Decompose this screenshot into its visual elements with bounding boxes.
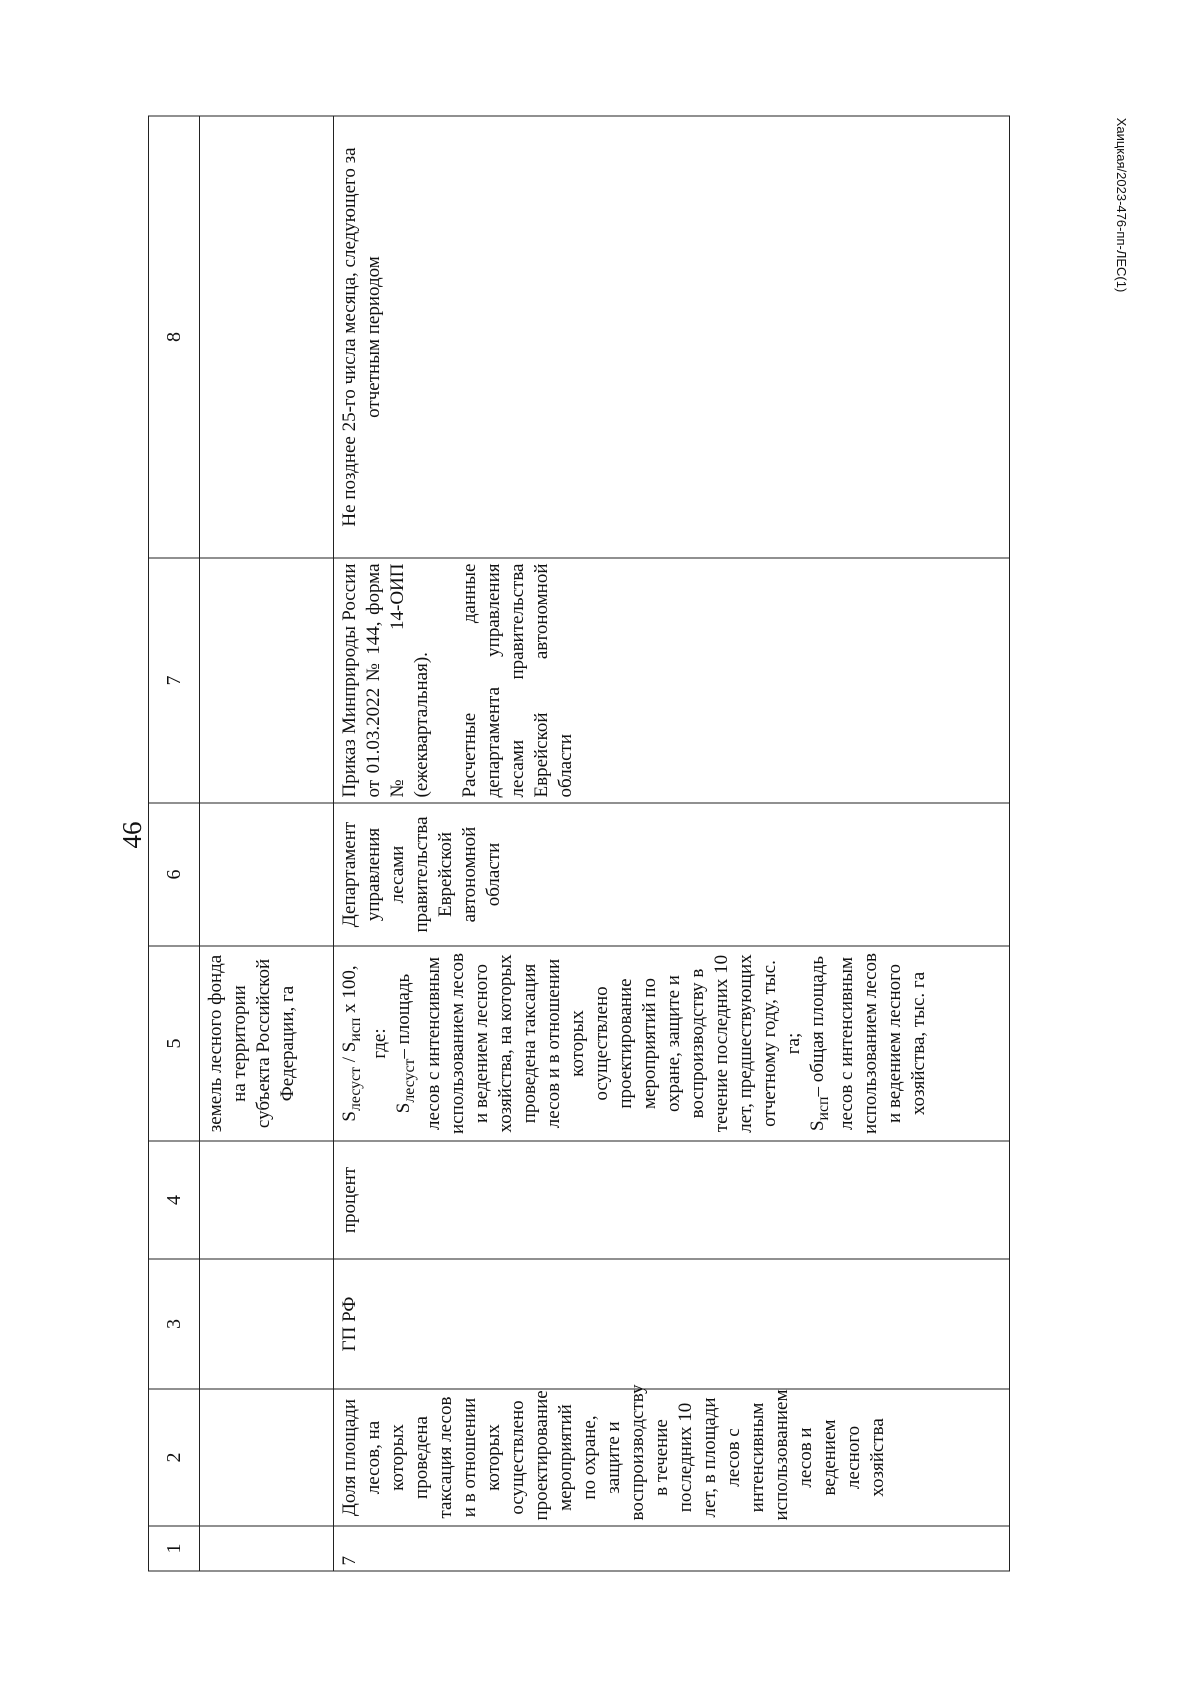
cont-cell-5-formula-tail: земель лесного фонда на территории субъекта Российской Федерации, га	[200, 946, 334, 1141]
header-cell-8: 8	[149, 116, 200, 558]
page-number: 46	[117, 821, 147, 849]
continuation-row	[200, 116, 334, 1571]
responsible-body: Департамент управления лесами правительства Еврейской автономной области	[334, 803, 1010, 946]
header-cell-2: 2	[149, 1389, 200, 1526]
header-cell-3: 3	[149, 1259, 200, 1389]
measurement-unit: процент	[334, 1141, 1010, 1259]
header-cell-5: 5	[149, 946, 200, 1141]
header-cell-7: 7	[149, 558, 200, 803]
cont-cell-1	[200, 1526, 334, 1571]
paragraph-gap	[434, 563, 458, 797]
data-source-order: Приказ Минприроды России от 01.03.2022 № 144, форма № 14-ОИП (ежеквартальная).	[339, 563, 432, 797]
cont-cell-7	[200, 558, 334, 803]
indicators-table	[148, 115, 1010, 1571]
indicator-row	[334, 116, 1010, 1571]
table-container	[148, 116, 1010, 1571]
definition-s-lesust: $S_{лесуст}-$ площадь лесов с интенсивным использованием лесов и ведением лесного хозяйства, на которых проведена таксация лесов и в отношении которых осуществлено проектирование мероприятий по охране, защите и воспроизводству в течение последних 10 лет, предшествующих отчетному году, тыс. га;	[392, 952, 804, 1134]
indicator-name: Доля площади лесов, на которых проведена таксация лесов и в отношении которых осуществлено проектирование мероприятий по охране, защите и воспроизводству в течение последних 10 лет, в площади лесов с интенсивным использованием лесов и ведением лесного хозяйства	[334, 1389, 1010, 1526]
definition-s-isp: $S_{исп}-$ общая площадь лесов с интенсивным использованием лесов и ведением лесного хозяйства, тыс. га	[806, 952, 930, 1134]
cont-cell-3	[200, 1259, 334, 1389]
calculation-method	[334, 946, 1010, 1141]
formula-line: $S_{лесуст} / S_{исп}$ x 100, где:	[339, 964, 390, 1122]
rotated-table-wrapper	[148, 116, 1010, 1571]
cont-cell-4	[200, 1141, 334, 1259]
header-cell-1: 1	[149, 1526, 200, 1571]
document-code: Хаицкая/2023-476-пп-ЛЕС(1)	[1114, 117, 1129, 293]
header-row	[149, 116, 200, 1571]
cont-cell-8	[200, 116, 334, 558]
header-cell-4: 4	[149, 1141, 200, 1259]
cont-cell-2	[200, 1389, 334, 1526]
program-code: ГП РФ	[334, 1259, 1010, 1389]
row-number: 7	[334, 1526, 1010, 1571]
data-source-calculated: Расчетные данные департамента управления лесами правительства Еврейской автономной области	[459, 563, 576, 797]
reporting-deadline: Не позднее 25-го числа месяца, следующего за отчетным периодом	[334, 116, 1010, 558]
data-source	[334, 558, 1010, 803]
header-cell-6: 6	[149, 803, 200, 946]
cont-cell-6	[200, 803, 334, 946]
